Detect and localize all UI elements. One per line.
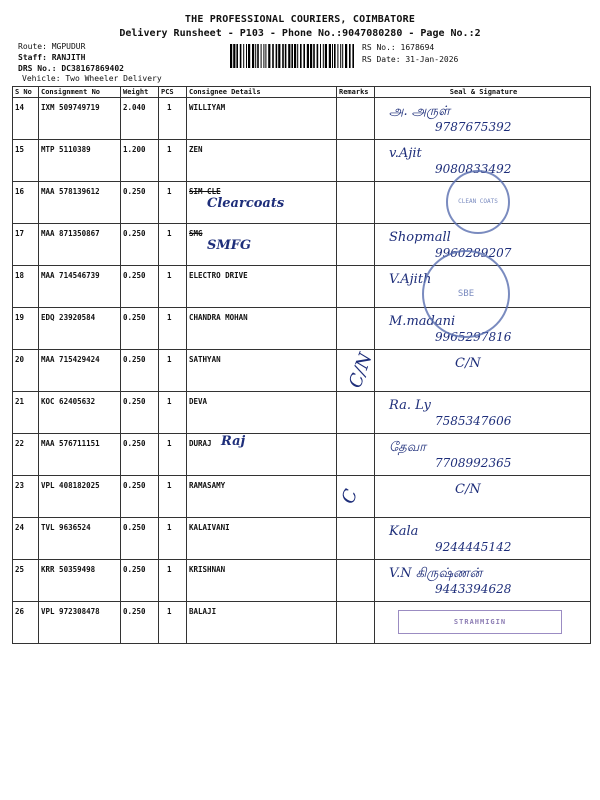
- barcode-bar: [272, 44, 274, 68]
- row-sno: 24: [13, 518, 39, 560]
- consignee-name: BALAJI: [189, 607, 217, 616]
- drs-label: DRS No.: DC38167869402: [18, 64, 124, 73]
- barcode-bar: [329, 44, 331, 68]
- row-signature: [375, 476, 591, 518]
- barcode-bar: [313, 44, 315, 68]
- row-remarks: [337, 140, 375, 182]
- consignee-name: SMG: [189, 229, 203, 238]
- row-sno: 20: [13, 350, 39, 392]
- row-consignment-no: EDQ 23920584: [39, 308, 121, 350]
- signature-phone: 9960289207: [435, 246, 512, 260]
- row-pcs: 1: [159, 350, 187, 392]
- signature-name: V.Ajith: [389, 272, 432, 287]
- row-consignee: [187, 266, 337, 308]
- barcode-bar: [310, 44, 312, 68]
- consignee-name: ZEN: [189, 145, 203, 154]
- signature-name: Kala: [389, 524, 419, 539]
- signature-phone: 9787675392: [435, 120, 512, 134]
- signature-phone: 7708992365: [435, 456, 512, 470]
- consignee-name: KALAIVANI: [189, 523, 230, 532]
- row-signature: [375, 434, 591, 476]
- row-consignment-no: MAA 578139612: [39, 182, 121, 224]
- barcode-bar: [300, 44, 302, 68]
- consignee-name: KRISHNAN: [189, 565, 226, 574]
- row-consignee: [187, 308, 337, 350]
- row-consignment-no: MTP 5110389: [39, 140, 121, 182]
- row-consignment-no: VPL 408182025: [39, 476, 121, 518]
- col-header-remarks: Remarks: [337, 87, 375, 98]
- barcode-bar: [340, 44, 341, 68]
- barcode-bar: [243, 44, 244, 68]
- row-pcs: 1: [159, 476, 187, 518]
- row-consignment-no: KOC 62405632: [39, 392, 121, 434]
- table-header-row: [13, 87, 591, 98]
- row-sno: 25: [13, 560, 39, 602]
- row-pcs: 1: [159, 434, 187, 476]
- row-signature: [375, 98, 591, 140]
- signature-phone: 9443394628: [435, 582, 512, 596]
- row-pcs: 1: [159, 140, 187, 182]
- barcode-bar: [246, 44, 247, 68]
- runsheet-table: [12, 86, 591, 644]
- col-header-pcs: PCS: [159, 87, 187, 98]
- row-consignment-no: MAA 715429424: [39, 350, 121, 392]
- barcode-bar: [294, 44, 296, 68]
- col-header-weight: Weight: [121, 87, 159, 98]
- vehicle-label: Vehicle: Two Wheeler Delivery: [22, 74, 162, 83]
- row-pcs: 1: [159, 98, 187, 140]
- row-weight: 0.250: [121, 350, 159, 392]
- consignee-name: ELECTRO DRIVE: [189, 271, 248, 280]
- barcode-bar: [342, 44, 343, 68]
- signature-name: Ra. Ly: [389, 398, 431, 413]
- row-sno: 18: [13, 266, 39, 308]
- handwritten-correction: Raj: [221, 434, 246, 449]
- table-row: [13, 224, 591, 266]
- row-consignee: [187, 350, 337, 392]
- row-weight: 0.250: [121, 518, 159, 560]
- row-pcs: 1: [159, 266, 187, 308]
- consignee-name: DURAJ: [189, 439, 212, 448]
- consignee-name: SATHYAN: [189, 355, 221, 364]
- consignee-name: SIM CLE: [189, 187, 221, 196]
- row-consignee: [187, 560, 337, 602]
- row-consignment-no: VPL 972308478: [39, 602, 121, 644]
- consignee-name: RAMASAMY: [189, 481, 226, 490]
- table-row: [13, 560, 591, 602]
- row-sno: 22: [13, 434, 39, 476]
- barcode-bar: [276, 44, 278, 68]
- table-row: [13, 350, 591, 392]
- signature-name: C/N: [455, 356, 481, 371]
- handwritten-correction: Clearcoats: [207, 196, 285, 211]
- barcode-bar: [268, 44, 270, 68]
- signature-name: V.N கிருஷ்ணன்: [389, 566, 483, 581]
- table-row: [13, 140, 591, 182]
- barcode-bar: [230, 44, 232, 68]
- row-sno: 26: [13, 602, 39, 644]
- signature-phone: 9965297816: [435, 330, 512, 344]
- row-remarks: [337, 476, 375, 518]
- row-consignee: [187, 602, 337, 644]
- row-consignee: [187, 224, 337, 266]
- signature-phone: 9080833492: [435, 162, 512, 176]
- col-header-sno: S No: [13, 87, 39, 98]
- barcode-bar: [236, 44, 238, 68]
- barcode: [230, 44, 356, 68]
- signature-name: Shopmall: [389, 230, 451, 245]
- row-weight: 0.250: [121, 602, 159, 644]
- table-row: [13, 518, 591, 560]
- remark-handwritten: C: [337, 486, 363, 507]
- barcode-bar: [255, 44, 256, 68]
- row-remarks: [337, 224, 375, 266]
- row-remarks: [337, 392, 375, 434]
- barcode-bar: [337, 44, 338, 68]
- barcode-bar: [307, 44, 309, 68]
- barcode-bar: [252, 44, 254, 68]
- barcode-bar: [257, 44, 259, 68]
- barcode-bar: [349, 44, 351, 68]
- table-row: [13, 98, 591, 140]
- barcode-bar: [265, 44, 266, 68]
- consignee-name: DEVA: [189, 397, 208, 406]
- row-pcs: 1: [159, 392, 187, 434]
- row-remarks: [337, 350, 375, 392]
- row-signature: [375, 560, 591, 602]
- barcode-bar: [263, 44, 264, 68]
- barcode-bar: [297, 44, 298, 68]
- route-label: Route: MGPUDUR: [18, 42, 86, 51]
- signature-phone: 7585347606: [435, 414, 512, 428]
- barcode-bar: [261, 44, 262, 68]
- row-sno: 17: [13, 224, 39, 266]
- barcode-bar: [317, 44, 319, 68]
- row-remarks: [337, 266, 375, 308]
- row-consignment-no: MAA 576711151: [39, 434, 121, 476]
- runsheet-title: Delivery Runsheet - P103 - Phone No.:9047080280 - Page No.:2: [119, 28, 481, 39]
- row-remarks: [337, 308, 375, 350]
- row-weight: 1.200: [121, 140, 159, 182]
- row-weight: 0.250: [121, 560, 159, 602]
- row-sno: 19: [13, 308, 39, 350]
- row-pcs: 1: [159, 182, 187, 224]
- barcode-bar: [334, 44, 336, 68]
- rectangular-stamp: STRAHMIGIN: [398, 610, 562, 634]
- barcode-bar: [282, 44, 284, 68]
- row-sno: 21: [13, 392, 39, 434]
- signature-name: அ. அருள்: [389, 104, 450, 119]
- row-consignment-no: KRR 50359498: [39, 560, 121, 602]
- company-stamp-round: CLEAN COATS: [446, 170, 510, 234]
- barcode-bar: [291, 44, 293, 68]
- signature-name: M.madani: [389, 314, 456, 329]
- row-weight: 0.250: [121, 266, 159, 308]
- row-remarks: [337, 434, 375, 476]
- row-pcs: 1: [159, 518, 187, 560]
- table-row: [13, 392, 591, 434]
- row-sno: 15: [13, 140, 39, 182]
- signature-name: தேவா: [389, 440, 426, 455]
- row-signature: [375, 518, 591, 560]
- row-weight: 0.250: [121, 476, 159, 518]
- row-pcs: 1: [159, 308, 187, 350]
- row-weight: 0.250: [121, 434, 159, 476]
- row-consignee: [187, 392, 337, 434]
- row-signature: [375, 350, 591, 392]
- barcode-bar: [248, 44, 250, 68]
- row-remarks: [337, 182, 375, 224]
- barcode-bar: [285, 44, 287, 68]
- row-remarks: [337, 518, 375, 560]
- row-consignee: [187, 140, 337, 182]
- row-consignee: [187, 476, 337, 518]
- barcode-bar: [288, 44, 290, 68]
- row-consignment-no: MAA 714546739: [39, 266, 121, 308]
- row-weight: 0.250: [121, 308, 159, 350]
- row-signature: [375, 392, 591, 434]
- signature-name: v.Ajit: [389, 146, 422, 161]
- handwritten-correction: SMFG: [207, 238, 252, 253]
- row-consignee: [187, 518, 337, 560]
- signature-phone: 9244445142: [435, 540, 512, 554]
- row-sno: 14: [13, 98, 39, 140]
- barcode-bar: [320, 44, 321, 68]
- row-sno: 23: [13, 476, 39, 518]
- row-remarks: [337, 98, 375, 140]
- barcode-bar: [323, 44, 324, 68]
- row-pcs: 1: [159, 224, 187, 266]
- row-sno: 16: [13, 182, 39, 224]
- company-title: THE PROFESSIONAL COURIERS, COIMBATORE: [184, 14, 416, 25]
- row-weight: 0.250: [121, 182, 159, 224]
- row-pcs: 1: [159, 560, 187, 602]
- row-weight: 0.250: [121, 224, 159, 266]
- staff-label: Staff: RANJITH: [18, 53, 86, 62]
- row-consignment-no: TVL 9636524: [39, 518, 121, 560]
- row-consignment-no: MAA 871350867: [39, 224, 121, 266]
- row-consignment-no: IXM 509749719: [39, 98, 121, 140]
- signature-name: C/N: [455, 482, 481, 497]
- row-remarks: [337, 560, 375, 602]
- barcode-bar: [352, 44, 354, 68]
- barcode-bar: [240, 44, 242, 68]
- col-header-seal: Seal & Signature: [375, 87, 591, 98]
- barcode-bar: [325, 44, 327, 68]
- consignee-name: WILLIYAM: [189, 103, 226, 112]
- table-row: [13, 476, 591, 518]
- barcode-bar: [233, 44, 235, 68]
- row-consignee: [187, 434, 337, 476]
- barcode-bar: [332, 44, 333, 68]
- remark-handwritten: C/N: [344, 350, 377, 391]
- table-row: [13, 434, 591, 476]
- company-stamp-round-2: SBE: [422, 250, 510, 338]
- row-consignee: [187, 98, 337, 140]
- row-consignee: [187, 182, 337, 224]
- row-weight: 0.250: [121, 392, 159, 434]
- barcode-bar: [345, 44, 347, 68]
- row-pcs: 1: [159, 602, 187, 644]
- barcode-bar: [303, 44, 305, 68]
- row-weight: 2.040: [121, 98, 159, 140]
- consignee-name: CHANDRA MOHAN: [189, 313, 248, 322]
- rs-number: RS No.: 1678694: [362, 43, 435, 52]
- rs-date: RS Date: 31-Jan-2026: [362, 55, 459, 64]
- row-remarks: [337, 602, 375, 644]
- barcode-bar: [278, 44, 280, 68]
- col-header-consignee: Consignee Details: [187, 87, 337, 98]
- col-header-consignment: Consignment No: [39, 87, 121, 98]
